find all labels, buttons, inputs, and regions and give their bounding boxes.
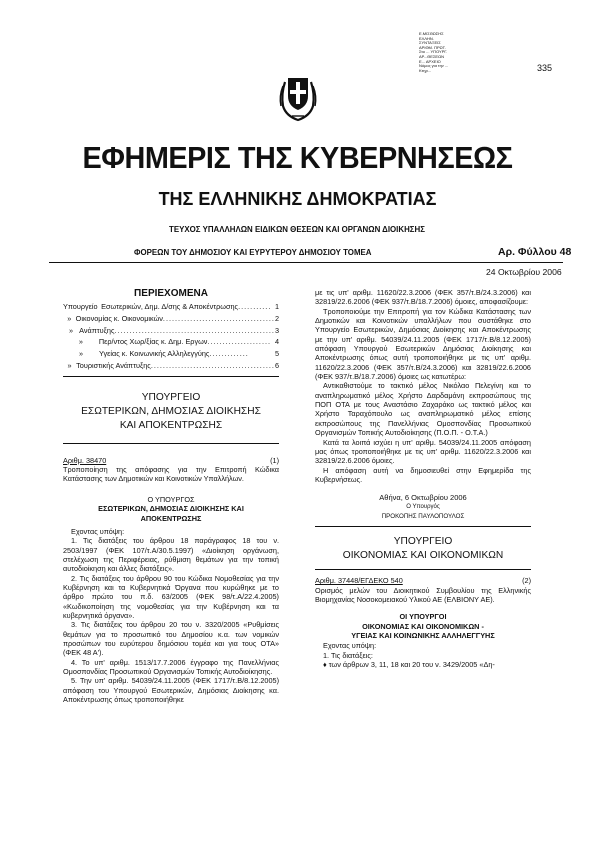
series-line-1: ΤΕΥΧΟΣ ΥΠΑΛΛΗΛΩΝ ΕΙΔΙΚΩΝ ΘΕΣΕΩΝ ΚΑΙ ΟΡΓΑΝΩΝ ΔΙΟΙΚΗΣΗΣ <box>169 225 425 234</box>
right-column <box>315 288 531 669</box>
page-number: 335 <box>537 63 553 73</box>
signature-rule <box>315 526 531 527</box>
considering-label: Εχοντας υπόψη: <box>71 526 125 536</box>
toc-item[interactable]: » Ανάπτυξης ..................................................... 3 <box>69 325 279 335</box>
issuer-block: Ο ΥΠΟΥΡΓΟΣ ΕΣΩΤΕΡΙΚΩΝ, ΔΗΜΟΣΙΑΣ ΔΙΟΙΚΗΣΗΣ ΚΑΙ ΑΠΟΚΕΝΤΡΩΣΗΣ <box>98 494 244 523</box>
corner-stamp: Ε.ΜΙΣΘΩΣΗΣ ΕΛΛΗΝ. ΣΥΝΤΑΞΕΙΣ ΑΡΙΘΜ. ΠΡΩΤ. Στο ... ΥΠΟΥΡΓ. ΑΡ...ΘΕΣΕΩΝ Ε... ΑΡΧΕΙΟ Νόμος για την ... Κτηρ... <box>419 31 449 73</box>
paragraph: Η απόφαση αυτή να δημοσιευθεί στην Εφημερίδα της Κυβερνήσεως. <box>315 465 531 484</box>
ministry-heading-economy: ΥΠΟΥΡΓΕΙΟ ΟΙΚΟΝΟΜΙΑΣ ΚΑΙ ΟΙΚΟΝΟΜΙΚΩΝ <box>342 536 504 562</box>
paragraph: με τις υπ' αριθμ. 11620/22.3.2006 (ΦΕΚ 357/τ.Β/24.3.2006) και 32819/22.6.2006 (ΦΕΚ 937/τ.Β/18.7.2006) όμοιες, αποφασίζουμε: <box>315 288 531 307</box>
considering-label: Εχοντας υπόψη: <box>323 641 377 651</box>
toc-item[interactable]: Υπουργείο Εσωτερικών, Δημ. Δ/σης & Αποκέντρωσης ........... 1 <box>63 302 279 311</box>
paragraph: 2. Τις διατάξεις του άρθρου 90 του Κώδικα Νομοθεσίας για την Κυβέρνηση και τα Κυβερνητικά Όργανα που κυρώθηκε με το άρθρο πρώτο του π.δ. 63/2005 (ΦΕΚ 98/τ.Α/22.4.2005) «Κωδικοποίηση της νομοθεσίας για την Κυβέρνηση και τα κυβερνητικά όργανα». <box>63 573 279 620</box>
decision-title: Ορισμός μελών του Διοικητικού Συμβουλίου της Ελληνικής Βιομηχανίας Νοσοκομειακού Υλικού ΑΕ (ΕΛΒΙΟΝΥ ΑΕ). <box>315 585 531 604</box>
toc-rule <box>63 376 279 377</box>
ministry2-rule <box>315 569 531 570</box>
paragraph: 4. Το υπ' αριθμ. 1513/17.7.2006 έγγραφο της Πανελλήνιας Ομοσπονδίας Προσωπικού Οργανισμών Τοπικής Αυτοδιοίκησης. <box>63 657 279 676</box>
signature-block: Αθήνα, 6 Οκτωβρίου 2006 Ο Υπουργός ΠΡΟΚΟΠΗΣ ΠΑΥΛΟΠΟΥΛΟΣ <box>379 493 467 520</box>
ministry-heading-interior: ΥΠΟΥΡΓΕΙΟ ΕΣΩΤΕΡΙΚΩΝ, ΔΗΜΟΣΙΑΣ ΔΙΟΙΚΗΣΗΣ ΚΑΙ ΑΠΟΚΕΝΤΡΩΣΗΣ <box>81 391 261 431</box>
gazette-title: ΕΦΗΜΕΡΙΣ ΤΗΣ ΚΥΒΕΡΝΗΣΕΩΣ <box>82 140 513 175</box>
ministry-rule <box>63 443 279 444</box>
bullet-item: ♦ των άρθρων 3, 11, 18 και 20 του ν. 3429/2005 «Δη- <box>323 660 495 669</box>
paragraph: 1. Τις διατάξεις του άρθρου 18 παράγραφος 18 του ν. 2503/1997 (ΦΕΚ 107/τ.Α/30.5.1997) «Διοίκηση οργάνωση, στελέχωση της Περιφέρειας, ρύθμιση θεμάτων για την τοπική αυτοδιοίκηση και άλλες διατάξεις». <box>63 536 279 574</box>
toc-heading: ΠΕΡΙΕΧΟΜΕΝΑ <box>134 288 208 299</box>
left-column <box>63 288 279 704</box>
sheet-number: Αρ. Φύλλου 48 <box>498 246 572 258</box>
series-line-2: ΦΟΡΕΩΝ ΤΟΥ ΔΗΜΟΣΙΟΥ ΚΑΙ ΕΥΡΥΤΕΡΟΥ ΔΗΜΟΣΙΟΥ ΤΟΜΕΑ <box>134 248 372 257</box>
toc-item[interactable]: » Οικονομίας κ. Οικονομικών ..................................... 2 <box>67 313 279 323</box>
decision-ref: Αριθμ. 37448/ΕΓΔΕΚΟ 540 <box>315 576 403 586</box>
paragraph: 1. Τις διατάξεις: <box>323 650 373 660</box>
coat-of-arms-emblem <box>277 72 319 122</box>
paragraph: Αντικαθιστούμε το τακτικό μέλος Νικόλαο Πελεγίνη και το αναπληρωματικό μέλος Χρήστο Δαρδαμάνη εκπροσώπους της ΠΟΠ ΟΤΑ με τους Αναστάσιο Ζαχαράκο ως τακτικό μέλος και Χρήστο Ταραχόπουλο ως αναπληρωματικό μέλος επίσης εκπροσώπους της Πανελλήνιας Ομοσπονδίας Προσωπικού Οργανισμών Τοπικής Αυτοδιοίκησης (Π.Ο.Π. - Ο.Τ.Α.) <box>315 381 531 438</box>
paragraph: Τροποποιούμε την Επιτροπή για τον Κώδικα Κατάστασης των Δημοτικών και Κοινοτικών υπαλλήλων που συστάθηκε στο Υπουργείο Εσωτερικών, Δημόσιας Διοίκησης και Αποκέντρωσης με την υπ' αριθμ. 54039/24.11.2005 (ΦΕΚ 1717/τ.Β/8.12.2005) απόφαση Υπουργού Εσωτερικών Δημόσιας Διοίκησης και Αποκέντρωσης όπως αυτή τροποποιήθηκε με τις υπ' αριθμ. 11620/22.3.2006 (ΦΕΚ 357/τ.Β/24.3.2006) και 32819/22.6.2006 (ΦΕΚ 937/τ.Β/18.7.2006) όμοιες ως κατωτέρω: <box>315 306 531 382</box>
decision-title: Τροποποίηση της απόφασης για την Επιτροπή Κώδικα Κατάστασης των Δημοτικών και Κοινοτικών Υπαλλήλων. <box>63 465 279 484</box>
toc-item[interactable]: » Υγείας κ. Κοινωνικής Αλληλεγγύης ............. 5 <box>78 349 279 359</box>
toc-item[interactable]: » Περ/ντος Χωρ/ξίας κ. Δημ. Εργων ..................... 4 <box>78 337 279 347</box>
paragraph: Κατά τα λοιπά ισχύει η υπ' αριθμ. 54039/24.11.2005 απόφαση μας όπως τροποποιήθηκε με τις υπ' αριθμ. 11620/22.3.2006 και 32819/22.6.2006 όμοιες. <box>315 437 531 466</box>
paragraph: 5. Την υπ' αριθμ. 54039/24.11.2005 (ΦΕΚ 1717/τ.Β/8.12.2005) απόφαση του Υπουργού Εσωτερικών, Δημόσιας Διοίκησης κα. Αποκέντρωσης όπως τροποποιήθηκε <box>63 676 279 705</box>
issuer-block: ΟΙ ΥΠΟΥΡΓΟΙ ΟΙΚΟΝΟΜΙΑΣ ΚΑΙ ΟΙΚΟΝΟΜΙΚΩΝ - ΥΓΕΙΑΣ ΚΑΙ ΚΟΙΝΩΝΙΚΗΣ ΑΛΛΗΛΕΓΓΥΗΣ <box>351 612 495 640</box>
decision-number: (2) <box>522 576 531 586</box>
issue-date: 24 Οκτωβρίου 2006 <box>486 267 562 277</box>
decision-ref: Αριθμ. 38470 <box>63 455 107 465</box>
masthead-rule <box>49 262 563 263</box>
paragraph: 3. Τις διατάξεις του άρθρου 20 του ν. 3320/2005 «Ρυθμίσεις θεμάτων για το προσωπικό του Δημοσίου κ.α. των νομικών προσώπων του ευρύτερου δημόσιου τομέα και για τους ΟΤΑ» (ΦΕΚ 48 Α'). <box>63 620 279 658</box>
toc-item[interactable]: » Τουριστικής Ανάπτυξης ......................................... 6 <box>67 360 279 370</box>
decision-number: (1) <box>270 455 279 465</box>
gazette-subtitle: ΤΗΣ ΕΛΛΗΝΙΚΗΣ ΔΗΜΟΚΡΑΤΙΑΣ <box>158 189 437 209</box>
